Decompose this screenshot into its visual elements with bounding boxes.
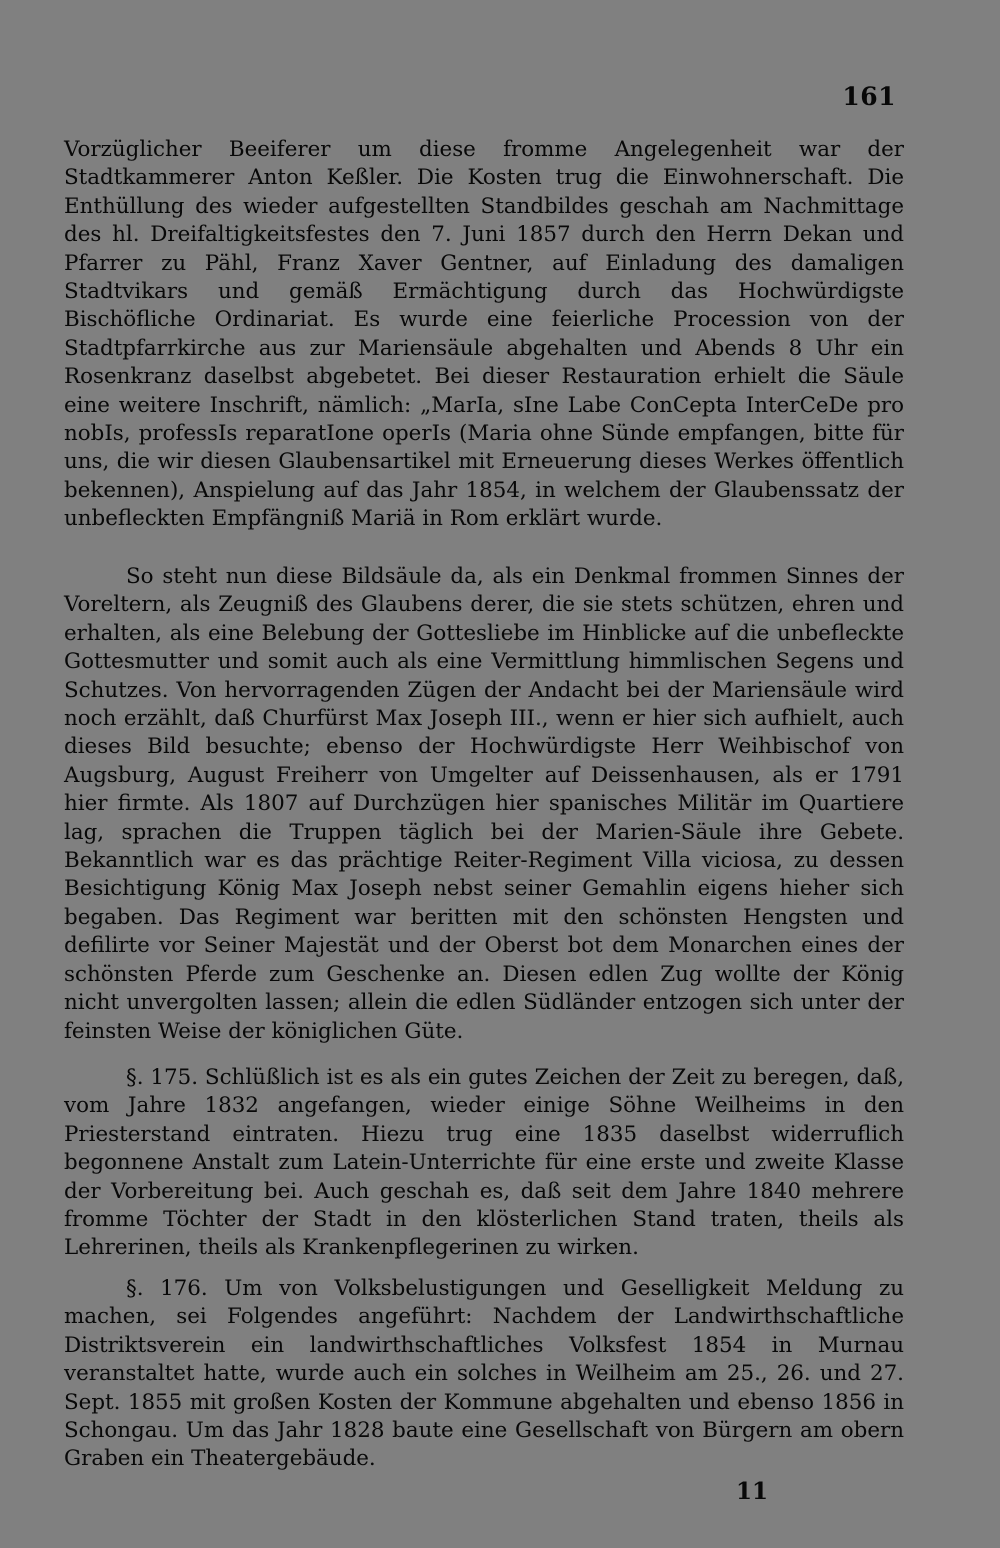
page-number: 161 xyxy=(842,82,896,111)
paragraph-restoration: Vorzüglicher Beeiferer um diese fromme Angelegenheit war der Stadtkammerer Anton Keßler. Die Kosten trug die Einwohnerschaft. Die Enthüllung des wieder aufgestellten Standbildes geschah am Nachmittage des hl. Dreifaltigkeitsfestes den 7. Juni 1857 durch den Herrn Dekan und Pfarrer zu Pähl, Franz Xaver Gentner, auf Einladung des damaligen Stadtvikars und gemäß Ermächtigung durch das Hochwürdigste Bischöfliche Ordinariat. Es wurde eine feierliche Procession von der Stadtpfarrkirche aus zur Mariensäule abgehalten und Abends 8 Uhr ein Rosenkranz daselbst abgebetet. Bei dieser Restauration erhielt die Säule eine weitere Inschrift, nämlich: „MarIa, sIne Labe ConCepta InterCeDe pro nobIs, professIs reparatIone operIs (Maria ohne Sünde empfangen, bitte für uns, die wir diesen Glaubensartikel mit Erneuerung dieses Werkes öffentlich bekennen), Anspielung auf das Jahr 1854, in welchem der Glaubenssatz der unbefleckten Empfängniß Mariä in Rom erklärt wurde. xyxy=(64,137,904,532)
paragraph-monument: So steht nun diese Bildsäule da, als ein Denkmal frommen Sinnes der Voreltern, als Zeugniß des Glaubens derer, die sie stets schützen, ehren und erhalten, als eine Belebung der Gottesliebe im Hinblicke auf die unbefleckte Gottesmutter und somit auch als eine Vermittlung himmlischen Segens und Schutzes. Von hervorragenden Zügen der Andacht bei der Mariensäule wird noch erzählt, daß Churfürst Max Joseph III., wenn er hier sich aufhielt, auch dieses Bild besuchte; ebenso der Hochwürdigste Herr Weihbischof von Augsburg, August Freiherr von Umgelter auf Deissenhausen, als er 1791 hier firmte. Als 1807 auf Durchzügen hier spanisches Militär im Quartiere lag, sprachen die Truppen täglich bei der Marien-Säule ihre Gebete. Bekanntlich war es das prächtige Reiter-Regiment Villa viciosa, zu dessen Besichtigung König Max Joseph nebst seiner Gemahlin eigens hieher sich begaben. Das Regiment war beritten mit den schönsten Hengsten und defilirte vor Seiner Majestät und der Oberst bot dem Monarchen eines der schönsten Pferde zum Geschenke an. Diesen edlen Zug wollte der König nicht unvergolten lassen; allein die edlen Südländer entzogen sich unter der feinsten Weise der königlichen Güte. xyxy=(64,564,904,1044)
paragraph-section-175: §. 175. Schlüßlich ist es als ein gutes Zeichen der Zeit zu beregen, daß, vom Jahre 1832 angefangen, wieder einige Söhne Weilheims in den Priesterstand eintraten. Hiezu trug eine 1835 daselbst widerruflich begonnene Anstalt zum Latein-Unterrichte für eine erste und zweite Klasse der Vorbereitung bei. Auch geschah es, daß seit dem Jahre 1840 mehrere fromme Töchter der Stadt in den klösterlichen Stand traten, theils als Lehrerinen, theils als Krankenpflegerinen zu wirken. xyxy=(64,1065,904,1261)
paragraph-section-176: §. 176. Um von Volksbelustigungen und Geselligkeit Meldung zu machen, sei Folgendes angeführt: Nachdem der Landwirthschaftliche Distriktsverein ein landwirthschaftliches Volksfest 1854 in Murnau veranstaltet hatte, wurde auch ein solches in Weilheim am 25., 26. und 27. Sept. 1855 mit großen Kosten der Kommune abgehalten und ebenso 1856 in Schongau. Um das Jahr 1828 baute eine Gesellschaft von Bürgern am obern Graben ein Theatergebäude. xyxy=(64,1276,904,1472)
signature-mark: 11 xyxy=(736,1478,769,1505)
